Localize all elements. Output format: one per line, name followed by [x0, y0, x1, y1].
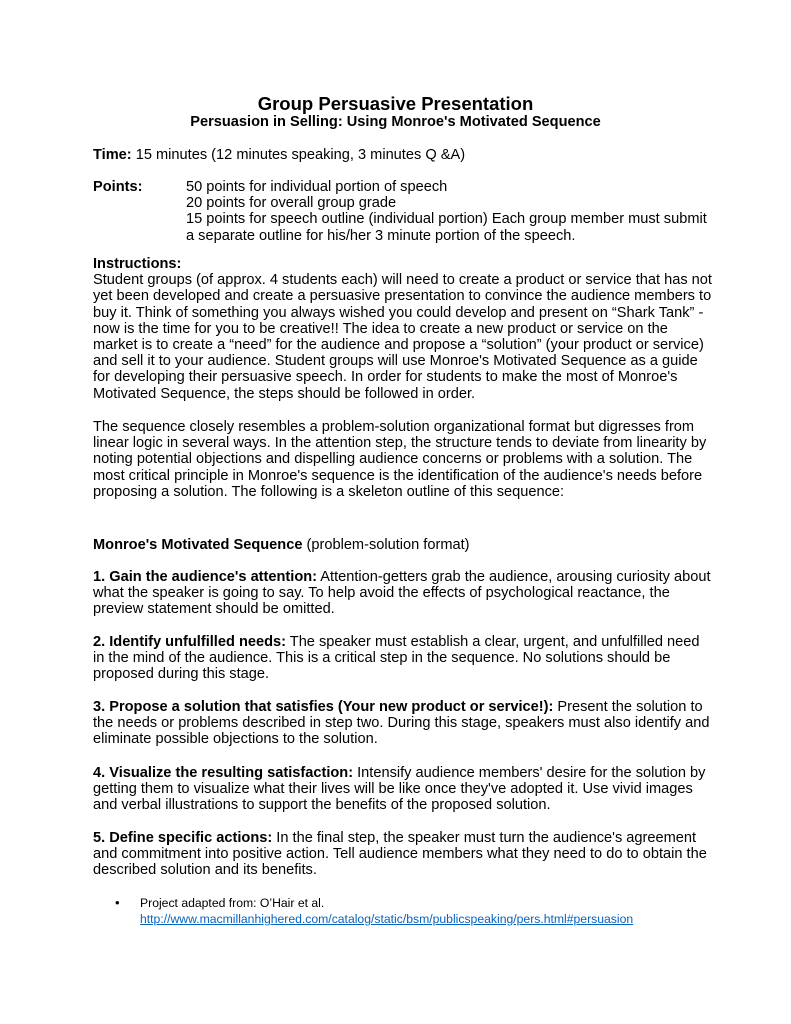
step-line: in the mind of the audience. This is a critical step in the sequence. No solutions should be: [93, 650, 671, 667]
sequence-intro-line: proposing a solution. The following is a skeleton outline of this sequence:: [93, 483, 565, 500]
monroe-heading-bold: Monroe's Motivated Sequence: [93, 537, 303, 553]
step-line: what the speaker is going to say. To help avoid the effects of psychological reactance, the: [93, 585, 670, 602]
step-heading: 3. Propose a solution that satisfies (Your new product or service!):: [93, 699, 554, 715]
step-heading: 1. Gain the audience's attention:: [93, 569, 318, 585]
step-5: [93, 830, 707, 879]
step-4: [93, 765, 706, 814]
step-3: [93, 699, 710, 748]
instructions-section: [93, 256, 712, 402]
points-line: 50 points for individual portion of speech: [186, 179, 448, 195]
step-heading: 4. Visualize the resulting satisfaction:: [93, 765, 354, 781]
step-1: [93, 569, 711, 618]
sequence-intro-line: The sequence closely resembles a problem-solution organizational format but digresses from: [93, 419, 695, 435]
points-label: Points:: [93, 179, 143, 195]
instructions-line: yet been developed and create a persuasive presentation to convince the audience members to: [93, 288, 712, 305]
step-text: Attention-getters grab the audience, arousing curiosity about: [317, 569, 711, 585]
points-list: [186, 179, 707, 244]
monroe-heading-rest: (problem-solution format): [302, 537, 470, 553]
instructions-label: Instructions:: [93, 256, 182, 272]
points-line: 20 points for overall group grade: [186, 195, 397, 212]
points-line: a separate outline for his/her 3 minute portion of the speech.: [186, 227, 576, 244]
monroe-heading: [93, 537, 703, 553]
instructions-line: buy it. Think of something you always wished you could develop and present on “Shark Tank” -: [93, 304, 704, 321]
source-link[interactable]: http://www.macmillanhighered.com/catalog/static/bsm/publicspeaking/pers.html#persuasion: [140, 912, 634, 926]
instructions-line: for developing their persuasive speech. In order for students to make the most of Monroe's: [93, 369, 678, 386]
step-line: and commitment into positive action. Tell audience members what they need to do to obtain the: [93, 846, 707, 863]
footnote: [140, 895, 633, 927]
time-line: [93, 147, 703, 163]
sequence-intro-line: most critical principle in Monroe's sequence is the identification of the audience's needs before: [93, 467, 703, 484]
instructions-line: now is the time for you to be creative!! The idea to create a new product or service on the: [93, 320, 668, 337]
step-line: and verbal illustrations to support the benefits of the proposed solution.: [93, 797, 551, 814]
page-subtitle: Persuasion in Selling: Using Monroe's Motivated Sequence: [190, 114, 601, 130]
instructions-line: Motivated Sequence, the steps should be followed in order.: [93, 385, 476, 402]
sequence-intro: [93, 419, 707, 500]
bullet-icon: •: [115, 895, 120, 910]
step-line: preview statement should be omitted.: [93, 601, 335, 618]
step-line: getting them to visualize what their lives will be like once they've adopted it. Use vivid images: [93, 781, 693, 798]
step-text: The speaker must establish a clear, urgent, and unfulfilled need: [285, 634, 700, 650]
instructions-line: Student groups (of approx. 4 students each) will need to create a product or service that has not: [93, 272, 712, 289]
time-label: Time:: [93, 147, 132, 163]
step-2: [93, 634, 703, 683]
points-line: 15 points for speech outline (individual portion) Each group member must submit: [186, 211, 707, 228]
instructions-line: market is to create a “need” for the audience and propose a “solution” (your product or service): [93, 337, 704, 354]
step-line: eliminate possible objections to the solution.: [93, 731, 378, 748]
step-line: described solution and its benefits.: [93, 862, 317, 879]
step-text: In the final step, the speaker must turn the audience's agreement: [272, 830, 697, 846]
step-text: Intensify audience members' desire for the solution by: [353, 765, 706, 781]
step-heading: 2. Identify unfulfilled needs:: [93, 634, 286, 650]
step-text: Present the solution to: [553, 699, 703, 715]
step-heading: 5. Define specific actions:: [93, 830, 273, 846]
page-title: Group Persuasive Presentation: [257, 93, 534, 114]
sequence-intro-line: linear logic in several ways. In the attention step, the structure tends to deviate from linearity by: [93, 435, 707, 452]
sequence-intro-line: noting potential objections and dispelling audience concerns or problems with a solution. The: [93, 451, 693, 468]
instructions-line: and sell it to your audience. Student groups will use Monroe's Motivated Sequence as a guide: [93, 353, 698, 370]
footnote-text: Project adapted from: O’Hair et al.: [140, 896, 325, 910]
step-line: the needs or problems described in step two. During this stage, speakers must also identify and: [93, 715, 710, 732]
step-line: proposed during this stage.: [93, 666, 270, 683]
time-value: 15 minutes (12 minutes speaking, 3 minutes Q &A): [131, 147, 466, 163]
